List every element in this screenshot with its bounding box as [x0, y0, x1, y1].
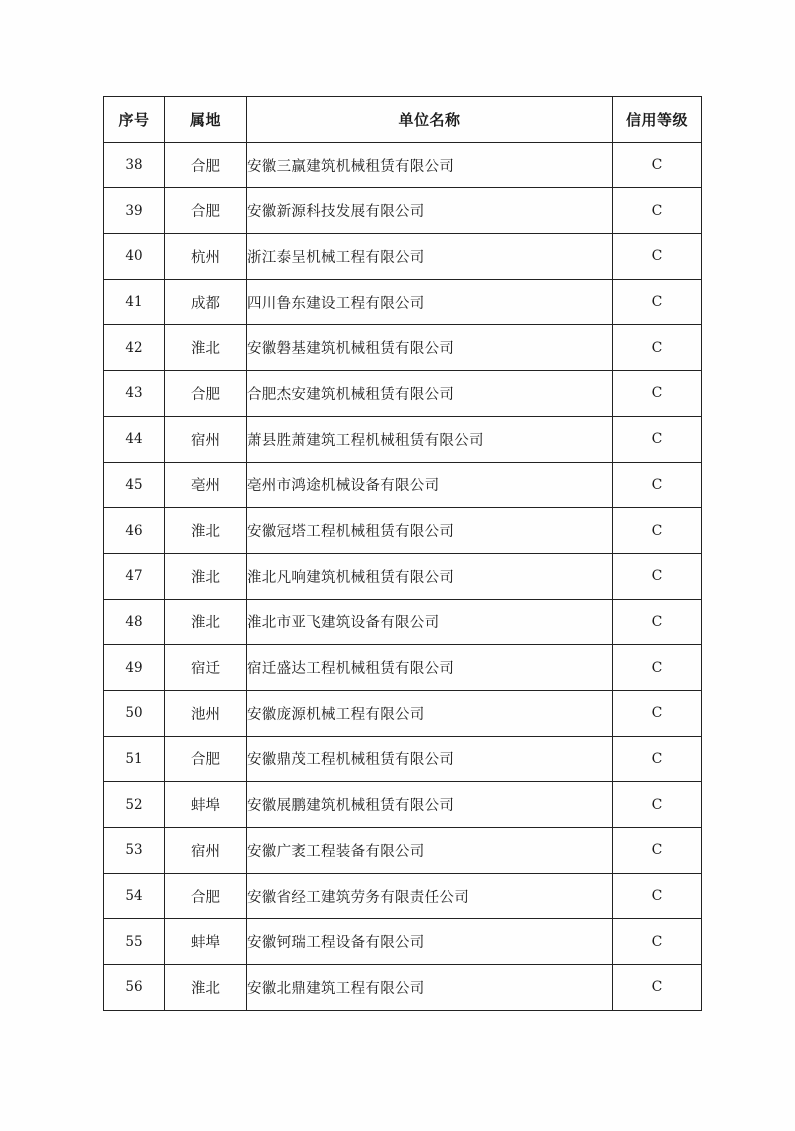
table-row — [104, 690, 702, 736]
row-company-name: 萧县胜萧建筑工程机械租赁有限公司 — [247, 416, 613, 462]
row-serial-number: 48 — [104, 599, 165, 645]
row-serial-number: 40 — [104, 234, 165, 280]
row-credit-grade: C — [613, 371, 702, 417]
row-company-name: 安徽三赢建筑机械租赁有限公司 — [247, 142, 613, 188]
table-row — [104, 371, 702, 417]
row-location: 合肥 — [165, 873, 247, 919]
row-credit-grade: C — [613, 279, 702, 325]
row-credit-grade: C — [613, 508, 702, 554]
row-serial-number: 38 — [104, 142, 165, 188]
row-serial-number: 56 — [104, 965, 165, 1011]
row-company-name: 安徽新源科技发展有限公司 — [247, 188, 613, 234]
row-company-name: 宿迁盛达工程机械租赁有限公司 — [247, 645, 613, 691]
row-location: 杭州 — [165, 234, 247, 280]
table-row — [104, 553, 702, 599]
row-credit-grade: C — [613, 416, 702, 462]
row-location: 池州 — [165, 690, 247, 736]
table-row — [104, 873, 702, 919]
row-location: 宿州 — [165, 416, 247, 462]
table-body — [104, 142, 702, 1010]
row-location: 合肥 — [165, 142, 247, 188]
row-credit-grade: C — [613, 234, 702, 280]
row-location: 宿州 — [165, 828, 247, 874]
row-credit-grade: C — [613, 599, 702, 645]
row-credit-grade: C — [613, 965, 702, 1011]
row-company-name: 安徽磐基建筑机械租赁有限公司 — [247, 325, 613, 371]
row-serial-number: 47 — [104, 553, 165, 599]
table-row — [104, 965, 702, 1011]
row-credit-grade: C — [613, 690, 702, 736]
row-credit-grade: C — [613, 828, 702, 874]
row-location: 成都 — [165, 279, 247, 325]
row-company-name: 安徽展鹏建筑机械租赁有限公司 — [247, 782, 613, 828]
table-row — [104, 325, 702, 371]
row-company-name: 淮北市亚飞建筑设备有限公司 — [247, 599, 613, 645]
row-company-name: 安徽广袤工程装备有限公司 — [247, 828, 613, 874]
table-row — [104, 416, 702, 462]
row-credit-grade: C — [613, 462, 702, 508]
header-serial-number: 序号 — [104, 97, 165, 143]
header-row — [104, 97, 702, 143]
row-location: 淮北 — [165, 508, 247, 554]
row-serial-number: 42 — [104, 325, 165, 371]
credit-rating-table — [103, 96, 702, 1011]
row-serial-number: 39 — [104, 188, 165, 234]
table-row — [104, 188, 702, 234]
row-credit-grade: C — [613, 919, 702, 965]
table-row — [104, 645, 702, 691]
row-location: 亳州 — [165, 462, 247, 508]
row-serial-number: 55 — [104, 919, 165, 965]
row-company-name: 安徽冠塔工程机械租赁有限公司 — [247, 508, 613, 554]
row-serial-number: 52 — [104, 782, 165, 828]
table-row — [104, 279, 702, 325]
row-serial-number: 54 — [104, 873, 165, 919]
table-row — [104, 508, 702, 554]
row-location: 淮北 — [165, 553, 247, 599]
row-credit-grade: C — [613, 782, 702, 828]
row-credit-grade: C — [613, 142, 702, 188]
row-location: 蚌埠 — [165, 919, 247, 965]
row-company-name: 浙江泰呈机械工程有限公司 — [247, 234, 613, 280]
row-company-name: 安徽省经工建筑劳务有限责任公司 — [247, 873, 613, 919]
row-location: 淮北 — [165, 965, 247, 1011]
header-location: 属地 — [165, 97, 247, 143]
row-location: 淮北 — [165, 325, 247, 371]
row-serial-number: 43 — [104, 371, 165, 417]
row-company-name: 四川鲁东建设工程有限公司 — [247, 279, 613, 325]
table-header — [104, 97, 702, 143]
row-location: 蚌埠 — [165, 782, 247, 828]
row-location: 合肥 — [165, 188, 247, 234]
header-company-name: 单位名称 — [247, 97, 613, 143]
table-row — [104, 142, 702, 188]
row-serial-number: 45 — [104, 462, 165, 508]
row-location: 宿迁 — [165, 645, 247, 691]
row-serial-number: 49 — [104, 645, 165, 691]
row-credit-grade: C — [613, 188, 702, 234]
table-row — [104, 782, 702, 828]
table-row — [104, 462, 702, 508]
row-serial-number: 50 — [104, 690, 165, 736]
row-location: 合肥 — [165, 371, 247, 417]
row-location: 合肥 — [165, 736, 247, 782]
row-credit-grade: C — [613, 873, 702, 919]
row-company-name: 安徽庞源机械工程有限公司 — [247, 690, 613, 736]
row-company-name: 亳州市鸿途机械设备有限公司 — [247, 462, 613, 508]
row-serial-number: 51 — [104, 736, 165, 782]
table-row — [104, 736, 702, 782]
row-credit-grade: C — [613, 553, 702, 599]
row-company-name: 淮北凡响建筑机械租赁有限公司 — [247, 553, 613, 599]
row-company-name: 安徽鼎茂工程机械租赁有限公司 — [247, 736, 613, 782]
table-row — [104, 599, 702, 645]
row-company-name: 安徽钶瑞工程设备有限公司 — [247, 919, 613, 965]
table-row — [104, 919, 702, 965]
row-company-name: 安徽北鼎建筑工程有限公司 — [247, 965, 613, 1011]
table-row — [104, 828, 702, 874]
row-serial-number: 44 — [104, 416, 165, 462]
row-company-name: 合肥杰安建筑机械租赁有限公司 — [247, 371, 613, 417]
row-credit-grade: C — [613, 736, 702, 782]
table-row — [104, 234, 702, 280]
row-serial-number: 46 — [104, 508, 165, 554]
row-credit-grade: C — [613, 645, 702, 691]
header-credit-grade: 信用等级 — [613, 97, 702, 143]
row-serial-number: 41 — [104, 279, 165, 325]
row-serial-number: 53 — [104, 828, 165, 874]
row-location: 淮北 — [165, 599, 247, 645]
row-credit-grade: C — [613, 325, 702, 371]
